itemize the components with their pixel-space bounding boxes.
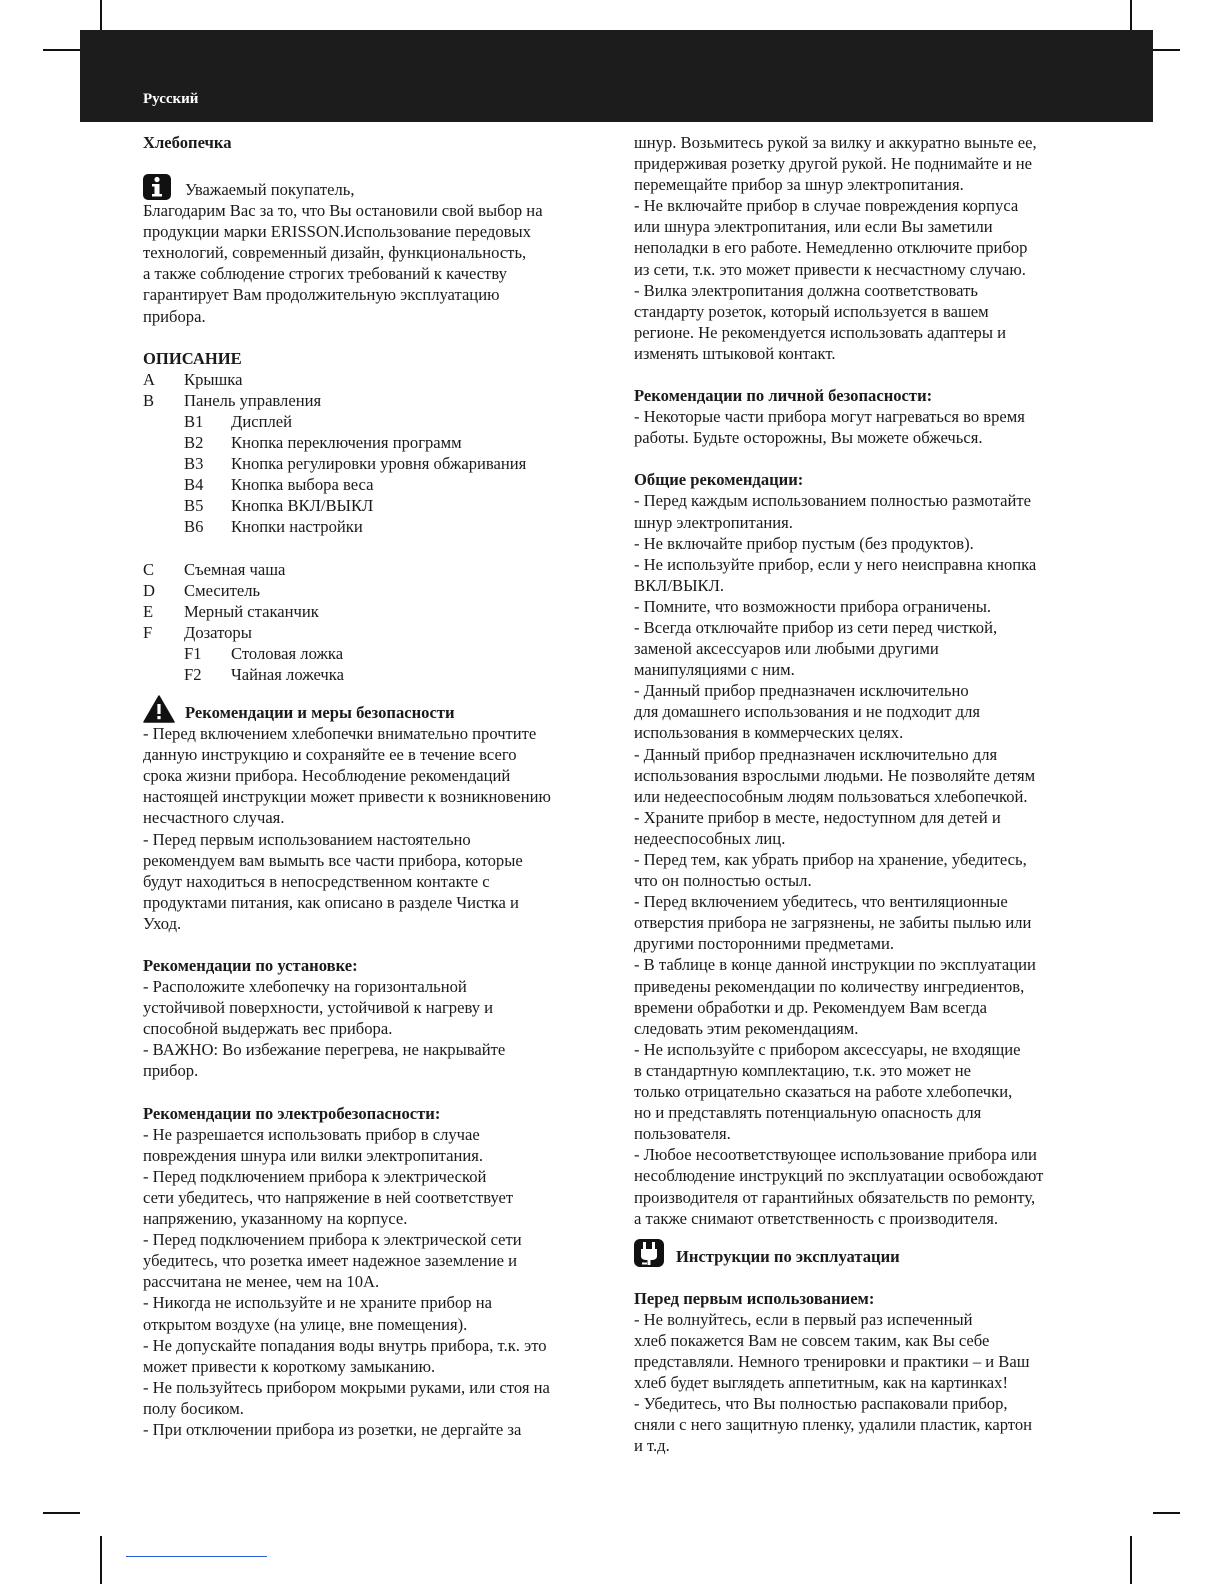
text-line: - Убедитесь, что Вы полностью распаковали прибор, bbox=[634, 1394, 1008, 1414]
text-line: прибор. bbox=[143, 1061, 199, 1081]
text-line: открытом воздухе (на улице, вне помещения). bbox=[143, 1314, 468, 1334]
text-line: сети убедитесь, что напряжение в ней соответствует bbox=[143, 1187, 514, 1207]
item-key: F2 bbox=[184, 664, 202, 684]
sub-list-item bbox=[143, 474, 605, 495]
text-line: отверстия прибора не загрязнены, не забиты пылью или bbox=[634, 913, 1032, 933]
sub-list-item bbox=[143, 453, 605, 474]
personal-heading: Рекомендации по личной безопасности: bbox=[634, 386, 933, 406]
list-item bbox=[143, 622, 605, 643]
item-key: B3 bbox=[184, 454, 204, 474]
text-line: использования в коммерческих целях. bbox=[634, 723, 904, 743]
item-label: Кнопка переключения программ bbox=[231, 433, 462, 453]
text-line: несоблюдение инструкций по эксплуатации освобождают bbox=[634, 1166, 1044, 1186]
text-line: - Не допускайте попадания воды внутрь прибора, т.к. это bbox=[143, 1335, 547, 1355]
text-line: - Не включайте прибор пустым (без продуктов). bbox=[634, 533, 974, 553]
text-line: - Не включайте прибор в случае повреждения корпуса bbox=[634, 196, 1019, 216]
text-line: - ВАЖНО: Во избежание перегрева, не накрывайте bbox=[143, 1040, 506, 1060]
text-line: данную инструкцию и сохраняйте ее в течение всего bbox=[143, 745, 517, 765]
greeting: Уважаемый покупатель, bbox=[185, 180, 355, 199]
text-line: производителя от гарантийных обязательств по ремонту, bbox=[634, 1187, 1036, 1207]
text-line: - Данный прибор предназначен исключительно для bbox=[634, 744, 998, 764]
header-band bbox=[80, 30, 1153, 122]
text-line: хлеб покажется Вам не совсем таким, как Вы себе bbox=[634, 1330, 990, 1350]
text-line: - Не используйте с прибором аксессуары, не входящие bbox=[634, 1039, 1021, 1059]
text-line: сняли с него защитную пленку, удалили пластик, картон bbox=[634, 1415, 1033, 1435]
item-key: C bbox=[143, 559, 155, 579]
text-line: устойчивой поверхности, устойчивой к нагреву и bbox=[143, 998, 494, 1018]
electric-heading: Рекомендации по электробезопасности: bbox=[143, 1103, 441, 1123]
info-icon bbox=[143, 174, 171, 200]
text-line: убедитесь, что розетка имеет надежное заземление и bbox=[143, 1251, 518, 1271]
text-line: будут находиться в непосредственном контакте с bbox=[143, 871, 490, 891]
crop-mark bbox=[1130, 1536, 1132, 1584]
text-line: - Вилка электропитания должна соответствовать bbox=[634, 280, 978, 300]
text-line: только отрицательно сказаться на работе хлебопечки, bbox=[634, 1082, 1013, 1102]
description-heading: ОПИСАНИЕ bbox=[143, 348, 242, 368]
crop-mark bbox=[1153, 1512, 1180, 1514]
item-label: Кнопка выбора веса bbox=[231, 475, 374, 495]
item-label: Кнопка регулировки уровня обжаривания bbox=[231, 454, 527, 474]
text-line: - Не используйте прибор, если у него неисправна кнопка bbox=[634, 554, 1037, 574]
text-line: несчастного случая. bbox=[143, 808, 285, 828]
text-line: что он полностью остыл. bbox=[634, 871, 812, 891]
item-label: Столовая ложка bbox=[231, 643, 344, 663]
text-line: изменять штыковой контакт. bbox=[634, 343, 836, 363]
footer-underline bbox=[126, 1556, 267, 1557]
text-line: в стандартную комплектацию, т.к. это может не bbox=[634, 1060, 972, 1080]
text-line: для домашнего использования и не подходит для bbox=[634, 702, 980, 722]
item-key: B1 bbox=[184, 411, 204, 431]
text-line: настоящей инструкции может привести к возникновению bbox=[143, 787, 551, 807]
text-line: заменой аксессуаров или любыми другими bbox=[634, 639, 939, 659]
item-label: Чайная ложечка bbox=[231, 664, 344, 684]
text-line: рассчитана не менее, чем на 10А. bbox=[143, 1272, 380, 1292]
crop-mark bbox=[100, 1536, 102, 1584]
text-line: - Не разрешается использовать прибор в случае bbox=[143, 1124, 480, 1144]
text-line: перемещайте прибор за шнур электропитания. bbox=[634, 175, 964, 195]
list-item bbox=[143, 390, 605, 411]
text-line: - Всегда отключайте прибор из сети перед чисткой, bbox=[634, 617, 998, 637]
text-line: повреждения шнура или вилки электропитания. bbox=[143, 1145, 484, 1165]
text-line: приведены рекомендации по количеству ингредиентов, bbox=[634, 976, 1025, 996]
plug-icon bbox=[634, 1239, 664, 1267]
text-line: времени обработки и др. Рекомендуем Вам всегда bbox=[634, 997, 987, 1017]
crop-mark bbox=[1130, 0, 1132, 34]
list-item bbox=[143, 559, 605, 580]
text-line: - При отключении прибора из розетки, не дергайте за bbox=[143, 1419, 522, 1439]
text-line: другими посторонними предметами. bbox=[634, 934, 895, 954]
intro-line: а также соблюдение строгих требований к качеству bbox=[143, 264, 507, 284]
intro-line: Благодарим Вас за то, что Вы остановили свой выбор на bbox=[143, 201, 543, 221]
item-key: E bbox=[143, 601, 154, 621]
text-line: представляли. Немного тренировки и практики – и Ваш bbox=[634, 1351, 1030, 1371]
install-heading: Рекомендации по установке: bbox=[143, 956, 358, 975]
text-line: - Не волнуйтесь, если в первый раз испеченный bbox=[634, 1309, 973, 1329]
item-label: Кнопка ВКЛ/ВЫКЛ bbox=[231, 496, 374, 516]
text-line: шнур электропитания. bbox=[634, 512, 793, 532]
text-line: срока жизни прибора. Несоблюдение рекомендаций bbox=[143, 766, 511, 786]
text-line: - Любое несоответствующее использование прибора или bbox=[634, 1145, 1037, 1165]
text-line: следовать этим рекомендациям. bbox=[634, 1018, 859, 1038]
text-line: недееспособных лиц. bbox=[634, 828, 786, 848]
safety-heading: Рекомендации и меры безопасности bbox=[185, 702, 455, 722]
page-title: Хлебопечка bbox=[143, 133, 232, 152]
item-label: Дозаторы bbox=[184, 622, 252, 642]
text-line: продуктами питания, как описано в разделе Чистка и bbox=[143, 892, 519, 912]
text-line: может привести к короткому замыканию. bbox=[143, 1356, 436, 1376]
first-use-heading: Перед первым использованием: bbox=[634, 1288, 875, 1308]
item-label: Дисплей bbox=[231, 411, 292, 431]
sub-list-item bbox=[143, 664, 605, 685]
text-line: или недееспособным людям пользоваться хлебопечкой. bbox=[634, 786, 1028, 806]
text-line: работы. Будьте осторожны, Вы можете обжечься. bbox=[634, 428, 983, 448]
intro-line: гарантирует Вам продолжительную эксплуатацию bbox=[143, 285, 500, 305]
text-line: - Данный прибор предназначен исключительно bbox=[634, 681, 969, 701]
safety-heading-line bbox=[143, 695, 605, 723]
text-line: - Перед подключением прибора к электрической bbox=[143, 1166, 487, 1186]
item-label: Съемная чаша bbox=[184, 559, 286, 579]
text-line: - Перед включением хлебопечки внимательно прочтите bbox=[143, 724, 537, 744]
intro-line: прибора. bbox=[143, 306, 206, 326]
sub-list-item bbox=[143, 516, 605, 537]
left-column bbox=[143, 132, 605, 1440]
item-label: Крышка bbox=[184, 369, 243, 389]
intro-line: технологий, современный дизайн, функциональность, bbox=[143, 243, 527, 263]
text-line: - Храните прибор в месте, недоступном для детей и bbox=[634, 807, 1001, 827]
right-column bbox=[634, 132, 1096, 1456]
item-key: B2 bbox=[184, 433, 204, 453]
item-key: B6 bbox=[184, 517, 204, 537]
text-line: - Некоторые части прибора могут нагреваться во время bbox=[634, 407, 1025, 427]
instructions-heading: Инструкции по эксплуатации bbox=[676, 1246, 900, 1266]
item-key: F1 bbox=[184, 643, 202, 663]
text-line: а также снимают ответственность с производителя. bbox=[634, 1208, 998, 1228]
sub-list-item bbox=[143, 411, 605, 432]
intro-line: продукции марки ERISSON.Использование передовых bbox=[143, 222, 531, 242]
item-key: B5 bbox=[184, 496, 204, 516]
text-line: использования взрослыми людьми. Не позволяйте детям bbox=[634, 765, 1036, 785]
item-key: A bbox=[143, 369, 155, 389]
item-label: Смеситель bbox=[184, 580, 261, 600]
instructions-heading-line bbox=[634, 1239, 1096, 1267]
text-line: полу босиком. bbox=[143, 1398, 244, 1418]
language-label: Русский bbox=[143, 91, 199, 107]
text-line: манипуляциями с ним. bbox=[634, 660, 795, 680]
text-line: Уход. bbox=[143, 913, 182, 933]
text-line: - Перед первым использованием настоятельно bbox=[143, 829, 471, 849]
text-line: - Не пользуйтесь прибором мокрыми руками, или стоя на bbox=[143, 1377, 550, 1397]
crop-mark bbox=[43, 1512, 80, 1514]
text-line: регионе. Не рекомендуется использовать адаптеры и bbox=[634, 322, 1007, 342]
item-key: B4 bbox=[184, 475, 204, 495]
text-line: шнур. Возьмитесь рукой за вилку и аккуратно выньте ее, bbox=[634, 133, 1037, 152]
text-line: хлеб будет выглядеть аппетитным, как на картинках! bbox=[634, 1373, 1008, 1393]
text-line: - Перед каждым использованием полностью размотайте bbox=[634, 491, 1031, 511]
item-key: F bbox=[143, 622, 153, 642]
text-line: - В таблице в конце данной инструкции по эксплуатации bbox=[634, 955, 1036, 975]
crop-mark bbox=[1153, 49, 1180, 51]
text-line: пользователя. bbox=[634, 1124, 731, 1144]
text-line: - Помните, что возможности прибора ограничены. bbox=[634, 596, 992, 616]
sub-list-item bbox=[143, 643, 605, 664]
list-item bbox=[143, 601, 605, 622]
greeting-line bbox=[143, 174, 605, 200]
crop-mark bbox=[43, 49, 80, 51]
text-line: и т.д. bbox=[634, 1436, 670, 1456]
text-line: напряжению, указанному на корпусе. bbox=[143, 1209, 408, 1229]
text-line: или шнура электропитания, или если Вы заметили bbox=[634, 217, 993, 237]
list-item bbox=[143, 369, 605, 390]
general-heading: Общие рекомендации: bbox=[634, 470, 804, 490]
sub-list-item bbox=[143, 495, 605, 516]
text-line: ВКЛ/ВЫКЛ. bbox=[634, 575, 725, 595]
text-line: - Перед включением убедитесь, что вентиляционные bbox=[634, 892, 1008, 912]
text-line: - Расположите хлебопечку на горизонтальной bbox=[143, 977, 467, 997]
text-line: - Перед тем, как убрать прибор на хранение, убедитесь, bbox=[634, 850, 1027, 869]
text-line: рекомендуем вам вымыть все части прибора, которые bbox=[143, 850, 523, 870]
text-line: но и представлять потенциальную опасность для bbox=[634, 1103, 982, 1123]
list-item bbox=[143, 580, 605, 601]
item-label: Панель управления bbox=[184, 390, 322, 410]
item-key: D bbox=[143, 580, 155, 600]
item-label: Мерный стаканчик bbox=[184, 601, 319, 621]
text-line: стандарту розеток, который используется в вашем bbox=[634, 301, 989, 321]
text-line: неполадки в его работе. Немедленно отключите прибор bbox=[634, 238, 1028, 258]
text-line: из сети, т.к. это может привести к несчастному случаю. bbox=[634, 259, 1026, 279]
crop-mark bbox=[100, 0, 102, 34]
warning-icon bbox=[143, 695, 175, 723]
text-line: способной выдержать вес прибора. bbox=[143, 1019, 393, 1039]
item-label: Кнопки настройки bbox=[231, 517, 363, 537]
text-line: - Никогда не используйте и не храните прибор на bbox=[143, 1293, 492, 1313]
item-key: B bbox=[143, 390, 155, 410]
text-line: - Перед подключением прибора к электрической сети bbox=[143, 1230, 522, 1250]
text-line: придерживая розетку другой рукой. Не поднимайте и не bbox=[634, 154, 1032, 174]
sub-list-item bbox=[143, 432, 605, 453]
